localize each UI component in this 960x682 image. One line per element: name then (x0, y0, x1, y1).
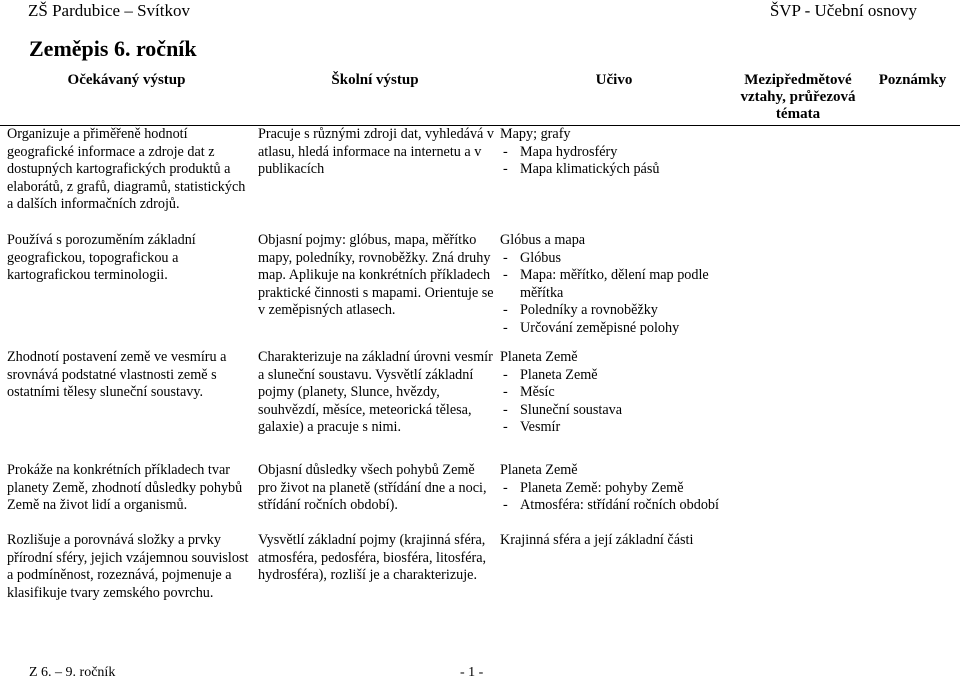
school-outcome: Vysvětlí základní pojmy (krajinná sféra, atmosféra, pedosféra, biosféra, litosféra, hydrosféra), rozliší je a charakterizuje. (258, 532, 487, 584)
column-header-notes: Poznámky (865, 70, 960, 126)
topic-block (500, 232, 731, 349)
school-outcome: Objasní pojmy: glóbus, mapa, měřítko mapy, poledníky, rovnoběžky. Zná druhy map. Aplikuje na konkrétních příkladech praktické činnosti s mapami. Orientuje se v zeměpisných atlasech. (258, 232, 494, 319)
notes-cell (865, 126, 960, 603)
topic-heading: Krajinná sféra a její základní části (500, 532, 694, 548)
page-number: - 1 - (460, 665, 484, 680)
crosscurricular-cell (731, 126, 865, 603)
list-item: - Určování zeměpisné polohy (503, 319, 680, 336)
list-item: - Planeta Země (503, 366, 598, 383)
list-item: - Glóbus (503, 249, 561, 266)
topic-block (500, 349, 731, 462)
school-outcome: Pracuje s různými zdroji dat, vyhledává v atlasu, hledá informace na internetu a v publikacích (258, 126, 494, 178)
table-row (0, 126, 960, 603)
topic-heading: Planeta Země (500, 349, 578, 365)
school-outcome: Charakterizuje na základní úrovni vesmír a sluneční soustavu. Vysvětlí základní pojmy (planety, Slunce, hvězdy, souhvězdí, měsíce, meteorická tělesa, galaxie) a pracuje s nimi. (258, 349, 493, 436)
school-outcome: Objasní důsledky všech pohybů Země pro život na planetě (střídání dne a noci, střídání ročních období). (258, 462, 487, 514)
list-item: - Měsíc (503, 384, 555, 401)
footer-grade: Z 6. – 9. ročník (29, 665, 116, 680)
topic-heading: Mapy; grafy (500, 126, 571, 142)
header-document: ŠVP - Učební osnovy (769, 1, 917, 20)
list-item: - Atmosféra: střídání ročních období (503, 497, 719, 514)
topic-cell (497, 126, 731, 603)
column-header-crosscurricular: Mezipředmětové vztahy, průřezová témata (731, 70, 865, 126)
topic-block (500, 462, 731, 532)
topic-block (500, 532, 731, 550)
list-item: - Poledníky a rovnoběžky (503, 302, 658, 319)
list-item: - Mapa hydrosféry (503, 143, 618, 160)
list-item: - Mapa: měřítko, dělení map podle měřítka (503, 267, 709, 301)
expected-outcome: Prokáže na konkrétních příkladech tvar planety Země, zhodnotí důsledky pohybů Země na život lidí a organismů. (7, 462, 243, 514)
page-title: Zeměpis 6. ročník (29, 36, 197, 61)
topic-heading: Glóbus a mapa (500, 232, 586, 248)
expected-outcome: Organizuje a přiměřeně hodnotí geografické informace a zdroje dat z dostupných kartografických produktů a elaborátů, z grafů, diagramů, statistických a dalších informačních zdrojů. (7, 126, 246, 213)
topic-heading: Planeta Země (500, 462, 578, 478)
expected-outcome: Zhodnotí postavení země ve vesmíru a srovnává podstatné vlastnosti země s ostatními tělesy sluneční soustavy. (7, 349, 227, 401)
expected-outcome: Rozlišuje a porovnává složky a prvky přírodní sféry, jejich vzájemnou souvislost a podmíněnost, rozeznává, pojmenuje a klasifikuje tvary zemského povrchu. (7, 532, 249, 601)
list-item: - Mapa klimatických pásů (503, 161, 660, 178)
expected-outcome: Používá s porozuměním základní geografickou, topografickou a kartografickou terminologii. (7, 232, 196, 284)
expected-outcome-cell (0, 126, 253, 603)
column-header-expected: Očekávaný výstup (0, 70, 253, 126)
school-outcome-cell (253, 126, 497, 603)
column-header-topic: Učivo (497, 70, 731, 126)
topic-block (500, 126, 731, 232)
curriculum-table (0, 70, 960, 602)
list-item: - Vesmír (503, 419, 561, 436)
column-header-school: Školní výstup (253, 70, 497, 126)
list-item: - Planeta Země: pohyby Země (503, 479, 684, 496)
list-item: - Sluneční soustava (503, 401, 623, 418)
table-header-row (0, 70, 960, 126)
header-school: ZŠ Pardubice – Svítkov (28, 1, 190, 20)
